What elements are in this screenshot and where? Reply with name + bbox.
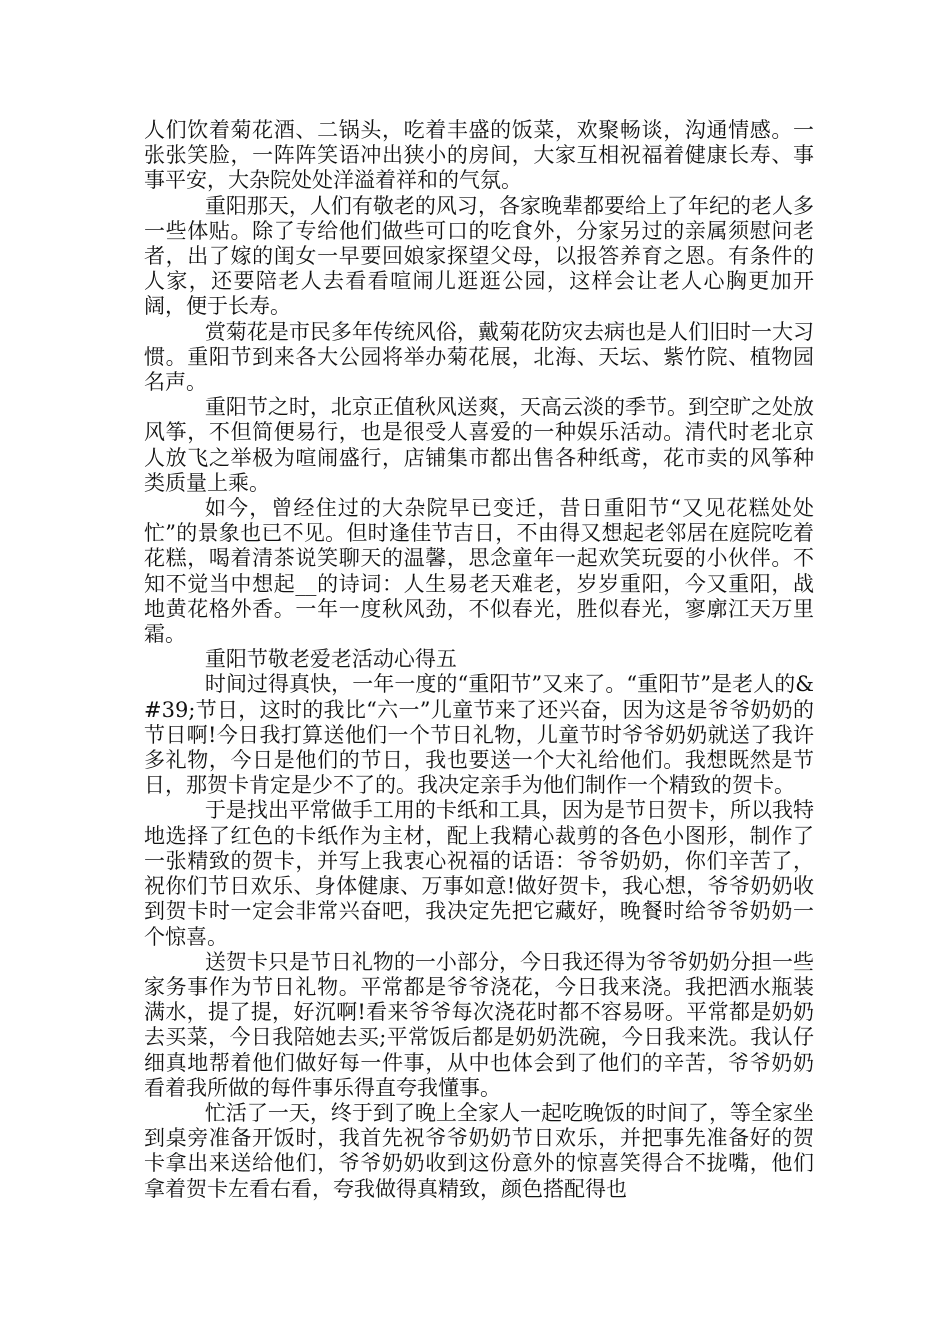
paragraph-4: 重阳节之时，北京正值秋风送爽，天高云淡的季节。到空旷之处放风筝，不但简便易行，也是很受人喜爱的一种娱乐活动。清代时老北京人放飞之举极为喧闹盛行，店铺集市都出售各种纸鸢，花市卖的风筝种类质量上乘。 xyxy=(144,395,814,495)
paragraph-10: 忙活了一天，终于到了晚上全家人一起吃晚饭的时间了，等全家坐到桌旁准备开饭时，我首先祝爷爷奶奶节日欢乐，并把事先准备好的贺卡拿出来送给他们，爷爷奶奶收到这份意外的惊喜笑得合不拢嘴，他们拿着贺卡左看右看，夸我做得真精致，颜色搭配得也 xyxy=(144,1100,814,1201)
paragraph-5: 如今，曾经住过的大杂院早已变迁，昔日重阳节“又见花糕处处忙”的景象也已不见。但时逢佳节吉日，不由得又想起老邻居在庭院吃着花糕，喝着清茶说笑聊天的温馨，思念童年一起欢笑玩耍的小伙伴。不知不觉当中想起__的诗词：人生易老天难老，岁岁重阳，今又重阳，战地黄花格外香。一年一度秋风劲，不似春光，胜似春光，寥廓江天万里霜。 xyxy=(144,496,814,647)
section-heading: 重阳节敬老爱老活动心得五 xyxy=(204,647,457,672)
paragraph-9: 送贺卡只是节日礼物的一小部分，今日我还得为爷爷奶奶分担一些家务事作为节日礼物。平常都是爷爷浇花，今日我来浇。我把洒水瓶装满水，提了提，好沉啊!看来爷爷每次浇花时都不容易呀。平常都是奶奶去买菜，今日我陪她去买;平常饭后都是奶奶洗碗，今日我来洗。我认仔细真地帮着他们做好每一件事，从中也体会到了他们的辛苦，爷爷奶奶看着我所做的每件事乐得直夸我懂事。 xyxy=(144,949,814,1100)
paragraph-1: 人们饮着菊花酒、二锅头，吃着丰盛的饭菜，欢聚畅谈，沟通情感。一张张笑脸，一阵阵笑语冲出狭小的房间，大家互相祝福着健康长寿、事事平安，大杂院处处洋溢着祥和的气氛。 xyxy=(144,118,814,193)
paragraph-7: 时间过得真快，一年一度的“重阳节”又来了。“重阳节”是老人的&#39;节日，这时的我比“六一”儿童节来了还兴奋，因为这是爷爷奶奶的节日啊!今日我打算送他们一个节日礼物，儿童节时爷爷奶奶就送了我许多礼物，今日是他们的节日，我也要送一个大礼给他们。我想既然是节日，那贺卡肯定是少不了的。我决定亲手为他们制作一个精致的贺卡。 xyxy=(144,672,814,798)
paragraph-8: 于是找出平常做手工用的卡纸和工具，因为是节日贺卡，所以我特地选择了红色的卡纸作为主材，配上我精心裁剪的各色小图形，制作了一张精致的贺卡，并写上我衷心祝福的话语：爷爷奶奶，你们辛苦了，祝你们节日欢乐、身体健康、万事如意!做好贺卡，我心想，爷爷奶奶收到贺卡时一定会非常兴奋吧，我决定先把它藏好，晚餐时给爷爷奶奶一个惊喜。 xyxy=(144,798,814,949)
paragraph-2: 重阳那天，人们有敬老的风习，各家晚辈都要给上了年纪的老人多一些体贴。除了专给他们做些可口的吃食外，分家另过的亲属须慰问老者，出了嫁的闺女一早要回娘家探望父母，以报答养育之恩。有条件的人家，还要陪老人去看看喧闹儿逛逛公园，这样会让老人心胸更加开阔，便于长寿。 xyxy=(144,193,814,319)
document-body xyxy=(144,118,814,1202)
paragraph-3: 赏菊花是市民多年传统风俗，戴菊花防灾去病也是人们旧时一大习惯。重阳节到来各大公园将举办菊花展，北海、天坛、紫竹院、植物园名声。 xyxy=(144,319,814,395)
